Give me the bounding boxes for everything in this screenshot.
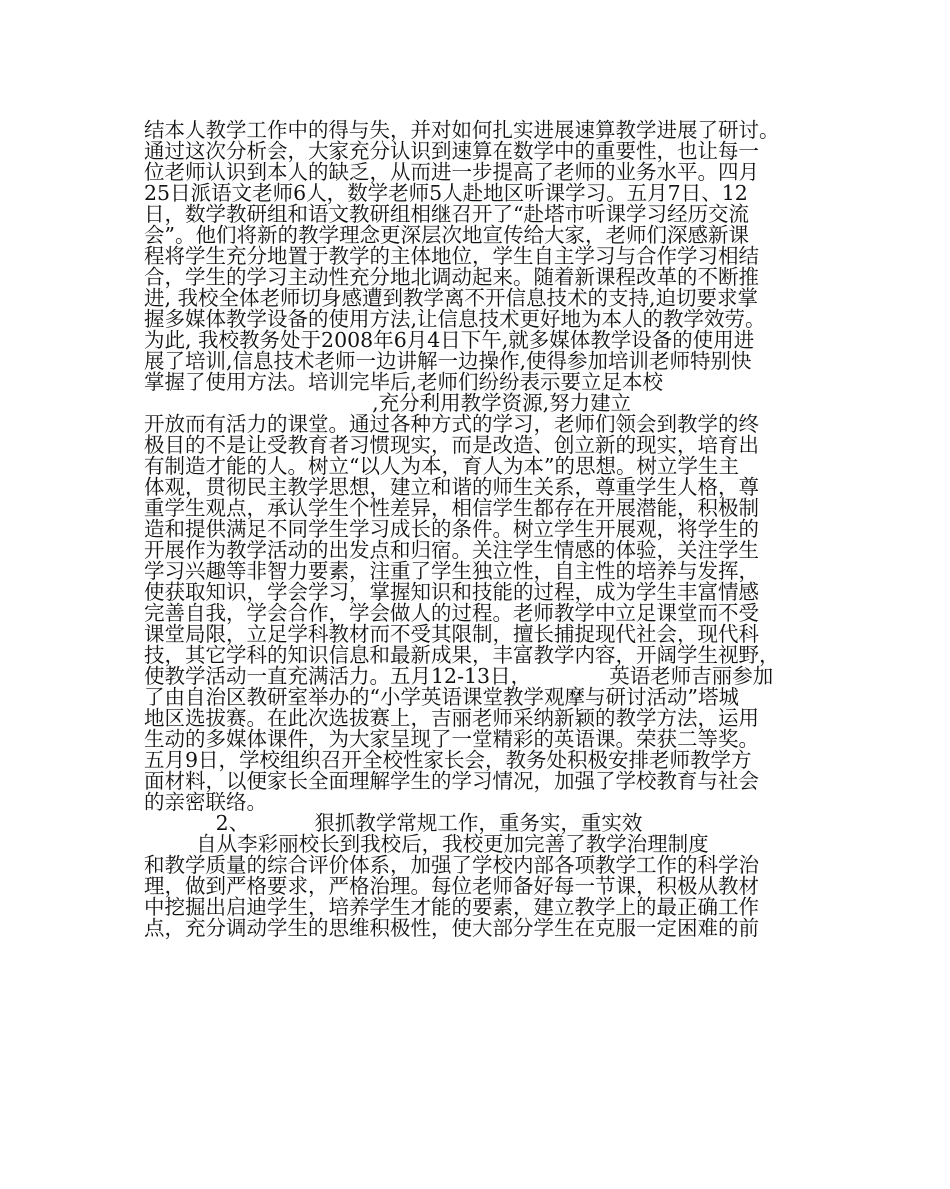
text-line: 生动的多媒体课件，为大家呈现了一堂精彩的英语课。荣获二等奖。 bbox=[144, 727, 759, 751]
text-line: 合，学生的学习主动性充分地北调动起来。随着新课程改革的不断推 bbox=[144, 265, 759, 289]
text-line: 位老师认识到本人的缺乏，从而进一步提高了老师的业务水平。四月 bbox=[144, 160, 759, 184]
text-line: 地区选拔赛。在此次选拔赛上，吉丽老师采纳新颖的教学方法，运用 bbox=[144, 706, 759, 730]
text-line: 程将学生充分地置于教学的主体地位，学生自主学习与合作学习相结 bbox=[144, 244, 759, 268]
text-line: 技，其它学科的知识信息和最新成果，丰富教学内容，开阔学生视野， bbox=[144, 643, 780, 667]
text-line: 完善自我，学会合作，学会做人的过程。老师教学中立足课堂而不受 bbox=[144, 601, 759, 625]
text-line: 面材料，以便家长全面理解学生的学习情况，加强了学校教育与社会 bbox=[144, 769, 759, 793]
text-line: 握多媒体教学设备的使用方法,让信息技术更好地为本人的教学效劳。 bbox=[144, 307, 766, 331]
text-line: 结本人教学工作中的得与失，并对如何扎实进展速算教学进展了研讨。 bbox=[144, 118, 780, 142]
text-line: 的亲密联络。 bbox=[144, 790, 267, 814]
text-line: 和教学质量的综合评价体系，加强了学校内部各项教学工作的科学治 bbox=[144, 853, 759, 877]
text-line: 点，充分调动学生的思维积极性，使大部分学生在克服一定困难的前 bbox=[144, 916, 759, 940]
text-line: 开放而有活力的课堂。通过各种方式的学习，老师们领会到教学的终 bbox=[144, 412, 759, 436]
text-line: 掌握了使用方法。培训完毕后,老师们纷纷表示要立足本校 bbox=[144, 370, 664, 394]
text-line: 了由自治区教研室举办的“小学英语课堂教学观摩与研讨活动”塔城 bbox=[144, 685, 739, 709]
text-line: 极目的不是让受教育者习惯现实，而是改造、创立新的现实，培育出 bbox=[144, 433, 759, 457]
text-line: 中挖掘出启迪学生，培养学生才能的要素，建立教学上的最正确工作 bbox=[144, 895, 759, 919]
text-line: 学习兴趣等非智力要素，注重了学生独立性，自主性的培养与发挥， bbox=[144, 559, 759, 583]
text-line: 重学生观点，承认学生个性差异，相信学生都存在开展潜能，积极制 bbox=[144, 496, 759, 520]
text-line: 理，做到严格要求，严格治理。每位老师备好每一节课，积极从教材 bbox=[144, 874, 759, 898]
text-line: 进, 我校全体老师切身感遭到教学离不开信息技术的支持,迫切要求掌 bbox=[144, 286, 759, 310]
text-line: ,充分利用教学资源,努力建立 bbox=[144, 391, 632, 415]
text-line: 使教学活动一直充满活力。五月12-13日， 英语老师吉丽参加 bbox=[144, 664, 774, 688]
text-line: 为此, 我校教务处于2008年6月4日下午,就多媒体教学设备的使用进 bbox=[144, 328, 755, 352]
text-line: 造和提供满足不同学生学习成长的条件。树立学生开展观，将学生的 bbox=[144, 517, 759, 541]
text-line: 展了培训,信息技术老师一边讲解一边操作,使得参加培训老师特别快 bbox=[144, 349, 752, 373]
text-line: 五月9日，学校组织召开全校性家长会，教务处积极安排老师教学方 bbox=[144, 748, 752, 772]
text-line: 课堂局限，立足学科教材而不受其限制，擅长捕捉现代社会，现代科 bbox=[144, 622, 759, 646]
body-text bbox=[144, 120, 824, 939]
text-line: 会”。他们将新的教学理念更深层次地宣传给大家，老师们深感新课 bbox=[144, 223, 749, 247]
text-line: 通过这次分析会，大家充分认识到速算在数学中的重要性，也让每一 bbox=[144, 139, 759, 163]
text-line: 25日派语文老师6人，数学老师5人赴地区听课学习。五月7日、12 bbox=[144, 181, 748, 205]
text-line: 使获取知识，学会学习，掌握知识和技能的过程，成为学生丰富情感 bbox=[144, 580, 759, 604]
text-line: 有制造才能的人。树立“以人为本，育人为本”的思想。树立学生主 bbox=[144, 454, 739, 478]
section-heading: 2、 狠抓教学常规工作，重务实，重实效 bbox=[144, 811, 643, 835]
text-line: 自从李彩丽校长到我校后，我校更加完善了教学治理制度 bbox=[144, 832, 709, 856]
text-line: 开展作为教学活动的出发点和归宿。关注学生情感的体验，关注学生 bbox=[144, 538, 759, 562]
text-line: 日，数学教研组和语文教研组相继召开了“赴塔市听课学习经历交流 bbox=[144, 202, 749, 226]
text-line: 体观，贯彻民主教学思想，建立和谐的师生关系，尊重学生人格，尊 bbox=[144, 475, 759, 499]
